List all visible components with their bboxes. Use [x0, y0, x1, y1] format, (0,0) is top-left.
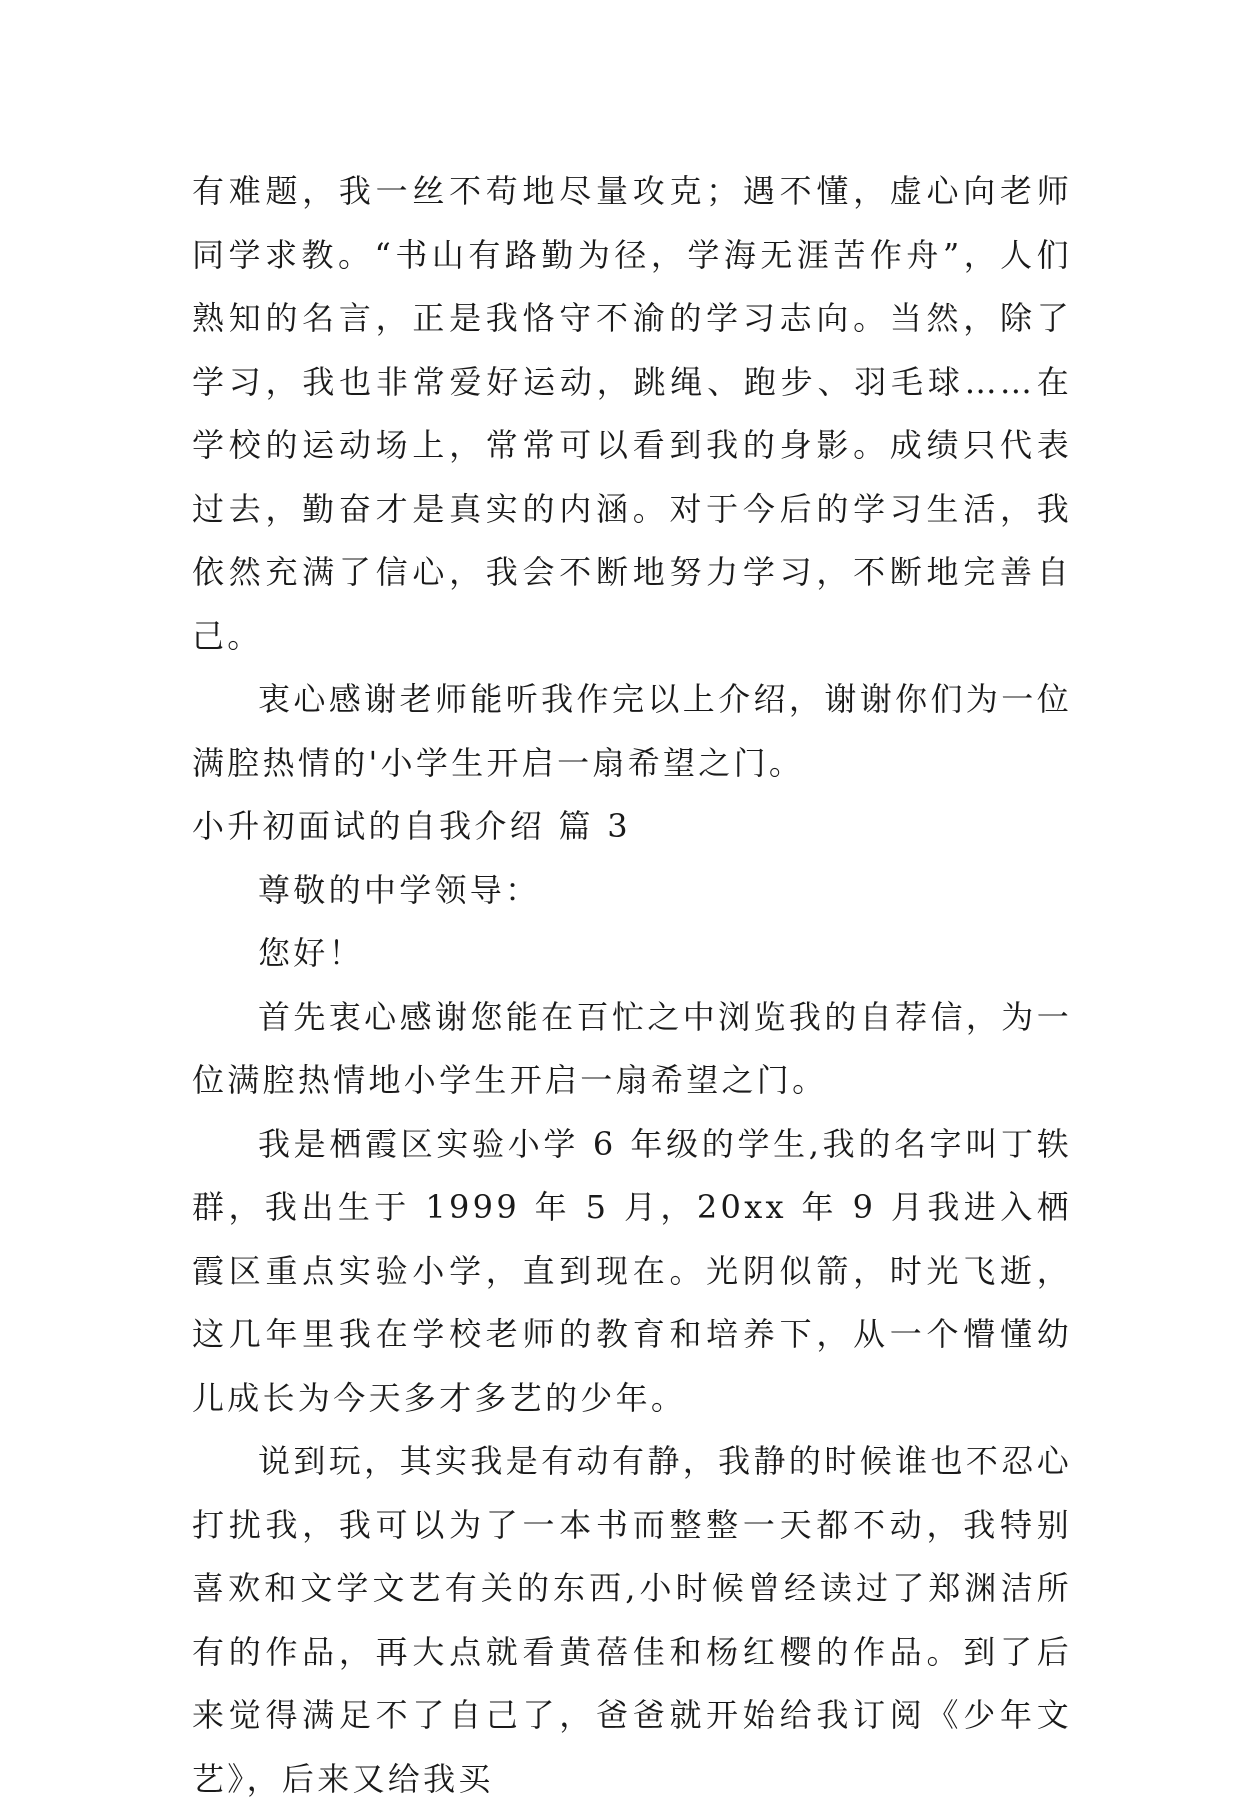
paragraph-opening: 首先衷心感谢您能在百忙之中浏览我的自荐信，为一位满腔热情地小学生开启一扇希望之门。	[192, 997, 1072, 1099]
paragraph-continuation: 有难题，我一丝不苟地尽量攻克；遇不懂，虚心向老师同学求教。“书山有路勤为径，学海无涯苦作舟”，人们熟知的名言，正是我恪守不渝的学习志向。当然，除了学习，我也非常爱好运动，跳绳、跑步、羽毛球……在学校的运动场上，常常可以看到我的身影。成绩只代表过去，勤奋才是真实的内涵。对于今后的学习生活，我依然充满了信心，我会不断地努力学习，不断地完善自己。	[192, 172, 1072, 655]
paragraph-greeting: 您好！	[258, 934, 364, 972]
paragraph-introduction: 我是栖霞区实验小学 6 年级的学生,我的名字叫丁轶群，我出生于 1999 年 5 月，20xx 年 9 月我进入栖霞区重点实验小学，直到现在。光阴似箭，时光飞逝，这几年里我在学校老师的教育和培养下，从一个懵懂幼儿成长为今天多才多艺的少年。	[192, 1124, 1072, 1417]
section-heading: 小升初面试的自我介绍 篇 3	[192, 807, 631, 845]
document-page	[192, 160, 1072, 1811]
paragraph-hobbies: 说到玩，其实我是有动有静，我静的时候谁也不忍心打扰我，我可以为了一本书而整整一天都不动，我特别喜欢和文学文艺有关的东西,小时候曾经读过了郑渊洁所有的作品，再大点就看黄蓓佳和杨红樱的作品。到了后来觉得满足不了自己了，爸爸就开始给我订阅《少年文艺》，后来又给我买	[192, 1442, 1072, 1798]
paragraph-salutation: 尊敬的中学领导：	[258, 870, 541, 909]
paragraph-thanks: 衷心感谢老师能听我作完以上介绍，谢谢你们为一位满腔热情的'小学生开启一扇希望之门。	[192, 680, 1072, 782]
